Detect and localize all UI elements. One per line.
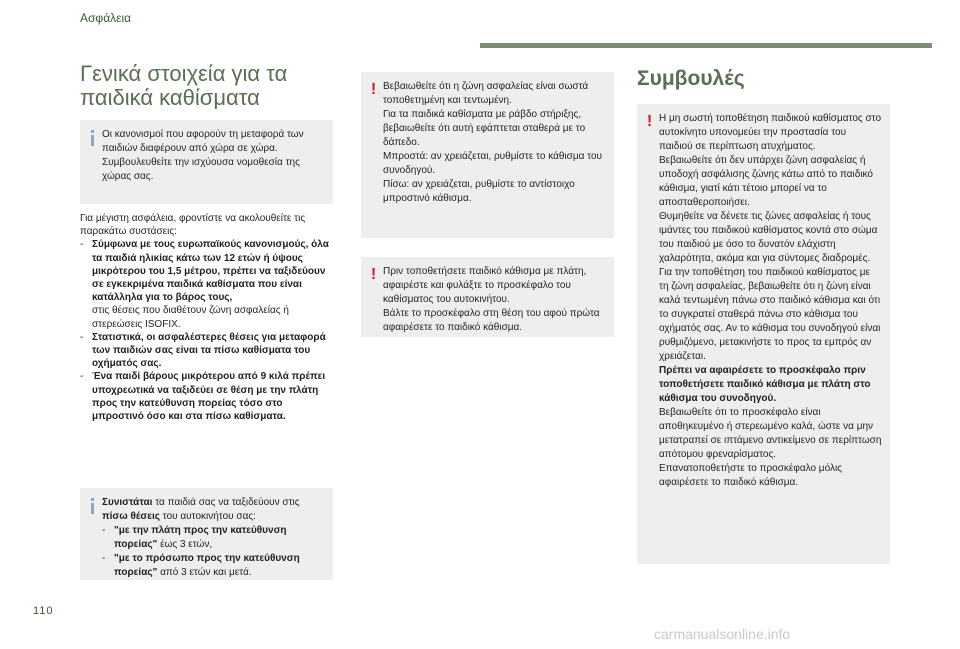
text: έως 3 ετών, — [157, 539, 213, 550]
warning-box-advice — [637, 104, 890, 564]
emphasis: "με την πλάτη προς την κατεύθυνση πορείας" — [114, 525, 287, 550]
emphasis: Συνιστάται — [102, 497, 153, 508]
text-line: Βεβαιωθείτε ότι η ζώνη ασφαλείας είναι σωστά τοποθετημένη και τεντωμένη. — [383, 81, 589, 106]
text-line: Θυμηθείτε να δένετε τις ζώνες ασφαλείας ή τους ιμάντες του παιδικού καθίσματος κοντά στο σώμα του παιδιού με όσο το δυνατόν ελάχιστη χαλαρότητα, ακόμα και για σύντομες διαδρομές. — [659, 211, 878, 264]
list-item — [102, 524, 325, 552]
bullet-dash: - — [80, 331, 84, 343]
text-line: Βεβαιωθείτε ότι το προσκέφαλο είναι αποθηκευμένο ή στερεωμένο καλά, ώστε να μην μετατραπεί σε ιπτάμενο αντικείμενο σε περίπτωση απότομου φρεναρίσματος. — [659, 407, 882, 460]
text-line: Η μη σωστή τοποθέτηση παιδικού καθίσματος στο αυτοκίνητο υπονομεύει την προστασία του παιδιού σε περίπτωση ατυχήματος. — [659, 113, 882, 152]
list-item — [80, 331, 335, 371]
bullet-dash: - — [80, 239, 84, 251]
info-icon — [88, 498, 97, 514]
info-box-seating — [80, 488, 333, 580]
bullet-dash: - — [102, 553, 106, 564]
text-line: Για την τοποθέτηση του παιδικού καθίσματος με τη ζώνη ασφαλείας, βεβαιωθείτε ότι η ζώνη είναι καλά τεντωμένη πάνω στο παιδικό κάθισμα και ότι το συγκρατεί σταθερά πάνω στο κάθισμα του οχήματός σας. Αν το κάθισμα του συνοδηγού είναι ρυθμιζόμενο, μετακινήστε το προς τα εμπρός αν χρειάζεται. — [659, 267, 881, 362]
text-line: Βεβαιωθείτε ότι δεν υπάρχει ζώνη ασφαλείας ή υποδοχή ασφάλισης ζώνης κάτω από το παιδικό κάθισμα, γιατί κάτι τέτοιο μπορεί να το αποσταθεροποιήσει. — [659, 155, 873, 208]
section-title: Γενικά στοιχεία για τα παιδικά καθίσματα — [80, 61, 288, 110]
header-section-title: Ασφάλεια — [80, 11, 132, 25]
text-line: Για τα παιδικά καθίσματα με ράβδο στήριξης, βεβαιωθείτε ότι αυτή εφάπτεται σταθερά με το δάπεδο. — [383, 109, 586, 148]
advice-title: Συμβουλές — [637, 67, 745, 90]
text-line: Βάλτε το προσκέφαλο στη θέση του αφού πρώτα αφαιρέσετε το παιδικό κάθισμα. — [383, 308, 600, 333]
list-item-bold: Σύμφωνα με τους ευρωπαϊκούς κανονισμούς, όλα τα παιδιά ηλικίας κάτω των 12 ετών ή ύψους μικρότερου του 1,5 μέτρου, πρέπει να ταξιδεύουν σε εγκεκριμένα παιδικά καθίσματα που είναι κατάλληλα για το βάρος τους, — [92, 239, 329, 304]
warning-icon: ! — [370, 81, 377, 98]
recommendations — [80, 212, 335, 423]
text: του αυτοκινήτου σας: — [159, 511, 256, 522]
bullet-dash: - — [102, 525, 106, 536]
warning-icon: ! — [646, 113, 653, 130]
text: από 3 ετών και μετά. — [157, 567, 252, 578]
emphasis: Πρέπει να αφαιρέσετε το προσκέφαλο πριν τοποθετήσετε παιδικό κάθισμα με πλάτη στο κάθισμα του συνοδηγού. — [659, 365, 871, 404]
bullet-dash: - — [80, 371, 84, 383]
info-text: Οι κανονισμοί που αφορούν τη μεταφορά των παιδιών διαφέρουν από χώρα σε χώρα. Συμβουλευθείτε την ισχύουσα νομοθεσία της χώρας σας. — [102, 129, 304, 182]
text-line: Μπροστά: αν χρειάζεται, ρυθμίστε το κάθισμα του συνοδηγού. — [383, 151, 602, 176]
text: τα παιδιά σας να ταξιδεύουν στις — [152, 497, 300, 508]
text-line: Πριν τοποθετήσετε παιδικό κάθισμα με πλάτη, αφαιρέστε και φυλάξτε το προσκέφαλο του καθίσματος του αυτοκινήτου. — [383, 266, 587, 305]
intro-text: Για μέγιστη ασφάλεια, φροντίστε να ακολουθείτε τις παρακάτω συστάσεις: — [80, 213, 306, 238]
info-icon — [88, 130, 97, 146]
watermark: carmanualsonline.info — [654, 626, 791, 642]
text-line: Επανατοποθετήστε το προσκέφαλο μόλις αφαιρέσετε το παιδικό κάθισμα. — [659, 463, 842, 488]
warning-box-belt — [361, 72, 614, 238]
warning-text — [383, 80, 606, 206]
warning-icon: ! — [370, 266, 377, 283]
page-number: 110 — [33, 605, 54, 617]
list-item-bold: Στατιστικά, οι ασφαλέστερες θέσεις για μεταφορά των παιδιών σας είναι τα πίσω καθίσματα του οχήματός σας. — [92, 331, 326, 370]
list-item-text: στις θέσεις που διαθέτουν ζώνη ασφαλείας ή στερεώσεις ISOFIX. — [92, 305, 289, 330]
emphasis: "με το πρόσωπο προς την κατεύθυνση πορείας" — [114, 553, 300, 578]
info-box — [80, 120, 333, 204]
list-item-bold: Ένα παιδί βάρους μικρότερου από 9 κιλά πρέπει υποχρεωτικά να ταξιδεύει σε θέση με την πλάτη προς την κατεύθυνση πορείας τόσο στο μπροστινό όσο και στα πίσω καθίσματα. — [92, 371, 326, 423]
warning-box-headrest — [361, 257, 614, 337]
text-line: Πίσω: αν χρειάζεται, ρυθμίστε το αντίστοιχο μπροστινό κάθισμα. — [383, 179, 575, 204]
list-item — [80, 370, 335, 423]
warning-text — [383, 265, 606, 335]
info-text — [102, 496, 325, 580]
emphasis: πίσω θέσεις — [102, 511, 160, 522]
warning-text — [659, 112, 882, 490]
header-divider — [480, 43, 932, 48]
list-item — [102, 552, 325, 580]
list-item — [80, 238, 335, 330]
